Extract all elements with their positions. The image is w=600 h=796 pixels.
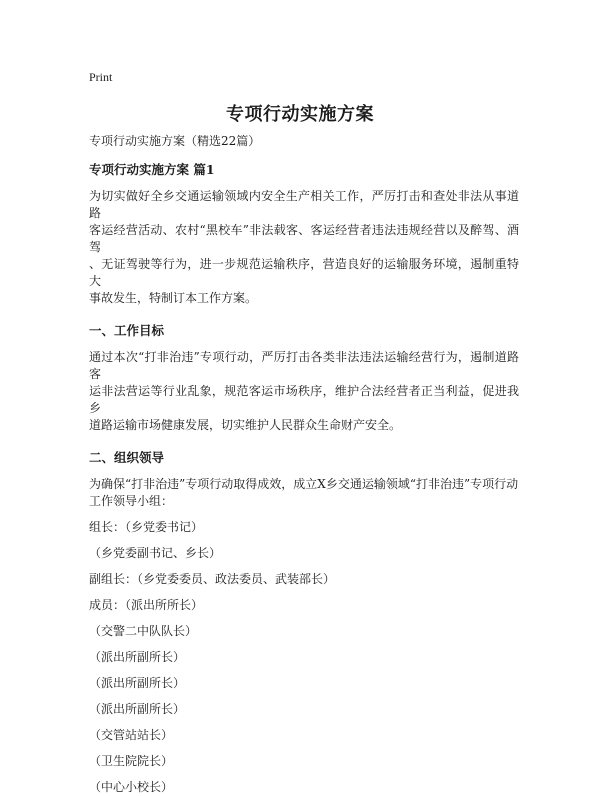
section-heading-goals: 一、工作目标 (89, 323, 165, 338)
text-line: 为确保“打非治违”专项行动取得成效，成立X乡交通运输领域“打非治违”专项行动 (89, 477, 519, 491)
member-line: 成员：（派出所所长） (89, 598, 204, 612)
member-line: 副组长：（乡党委委员、政法委员、武装部长） (89, 572, 336, 586)
member-line: 组长：（乡党委书记） (89, 520, 204, 534)
document-body (89, 133, 519, 796)
organization-paragraph (89, 476, 519, 510)
text-line: 事故发生，特制订本工作方案。 (89, 291, 258, 305)
document-subtitle: 专项行动实施方案（精选22篇） (89, 134, 261, 148)
text-line: 运非法营运等行业乱象，规范客运市场秩序，维护合法经营者正当利益，促进我乡 (89, 384, 519, 415)
text-line: 、无证驾驶等行为，进一步规范运输秩序，营造良好的运输服务环境，遏制重特大 (89, 257, 519, 288)
document-title: 专项行动实施方案 (226, 104, 374, 125)
member-line: （中心小校长） (89, 780, 174, 794)
member-line: （派出所副所长） (89, 702, 186, 716)
member-line: （交管站站长） (89, 728, 174, 742)
print-link[interactable]: Print (89, 70, 113, 84)
member-line: （派出所副所长） (89, 650, 186, 664)
member-line: （乡党委副书记、乡长） (89, 546, 222, 560)
text-line: 为切实做好全乡交通运输领域内安全生产相关工作，严厉打击和查处非法从事道路 (89, 189, 519, 220)
member-line: （派出所副所长） (89, 676, 186, 690)
text-line: 通过本次“打非治违”专项行动，严厉打击各类非法违法运输经营行为，遏制道路客 (89, 350, 519, 381)
goals-paragraph (89, 349, 519, 434)
chapter-heading: 专项行动实施方案 篇1 (89, 162, 215, 177)
text-line: 工作领导小组： (89, 494, 174, 508)
section-heading-organization: 二、组织领导 (89, 450, 165, 465)
intro-paragraph (89, 188, 519, 307)
member-line: （交警二中队队长） (89, 624, 198, 638)
text-line: 客运经营活动、农村“黑校车”非法载客、客运经营者违法违规经营以及醉驾、酒驾 (89, 223, 519, 254)
member-line: （卫生院院长） (89, 754, 174, 768)
text-line: 道路运输市场健康发展，切实维护人民群众生命财产安全。 (89, 418, 402, 432)
